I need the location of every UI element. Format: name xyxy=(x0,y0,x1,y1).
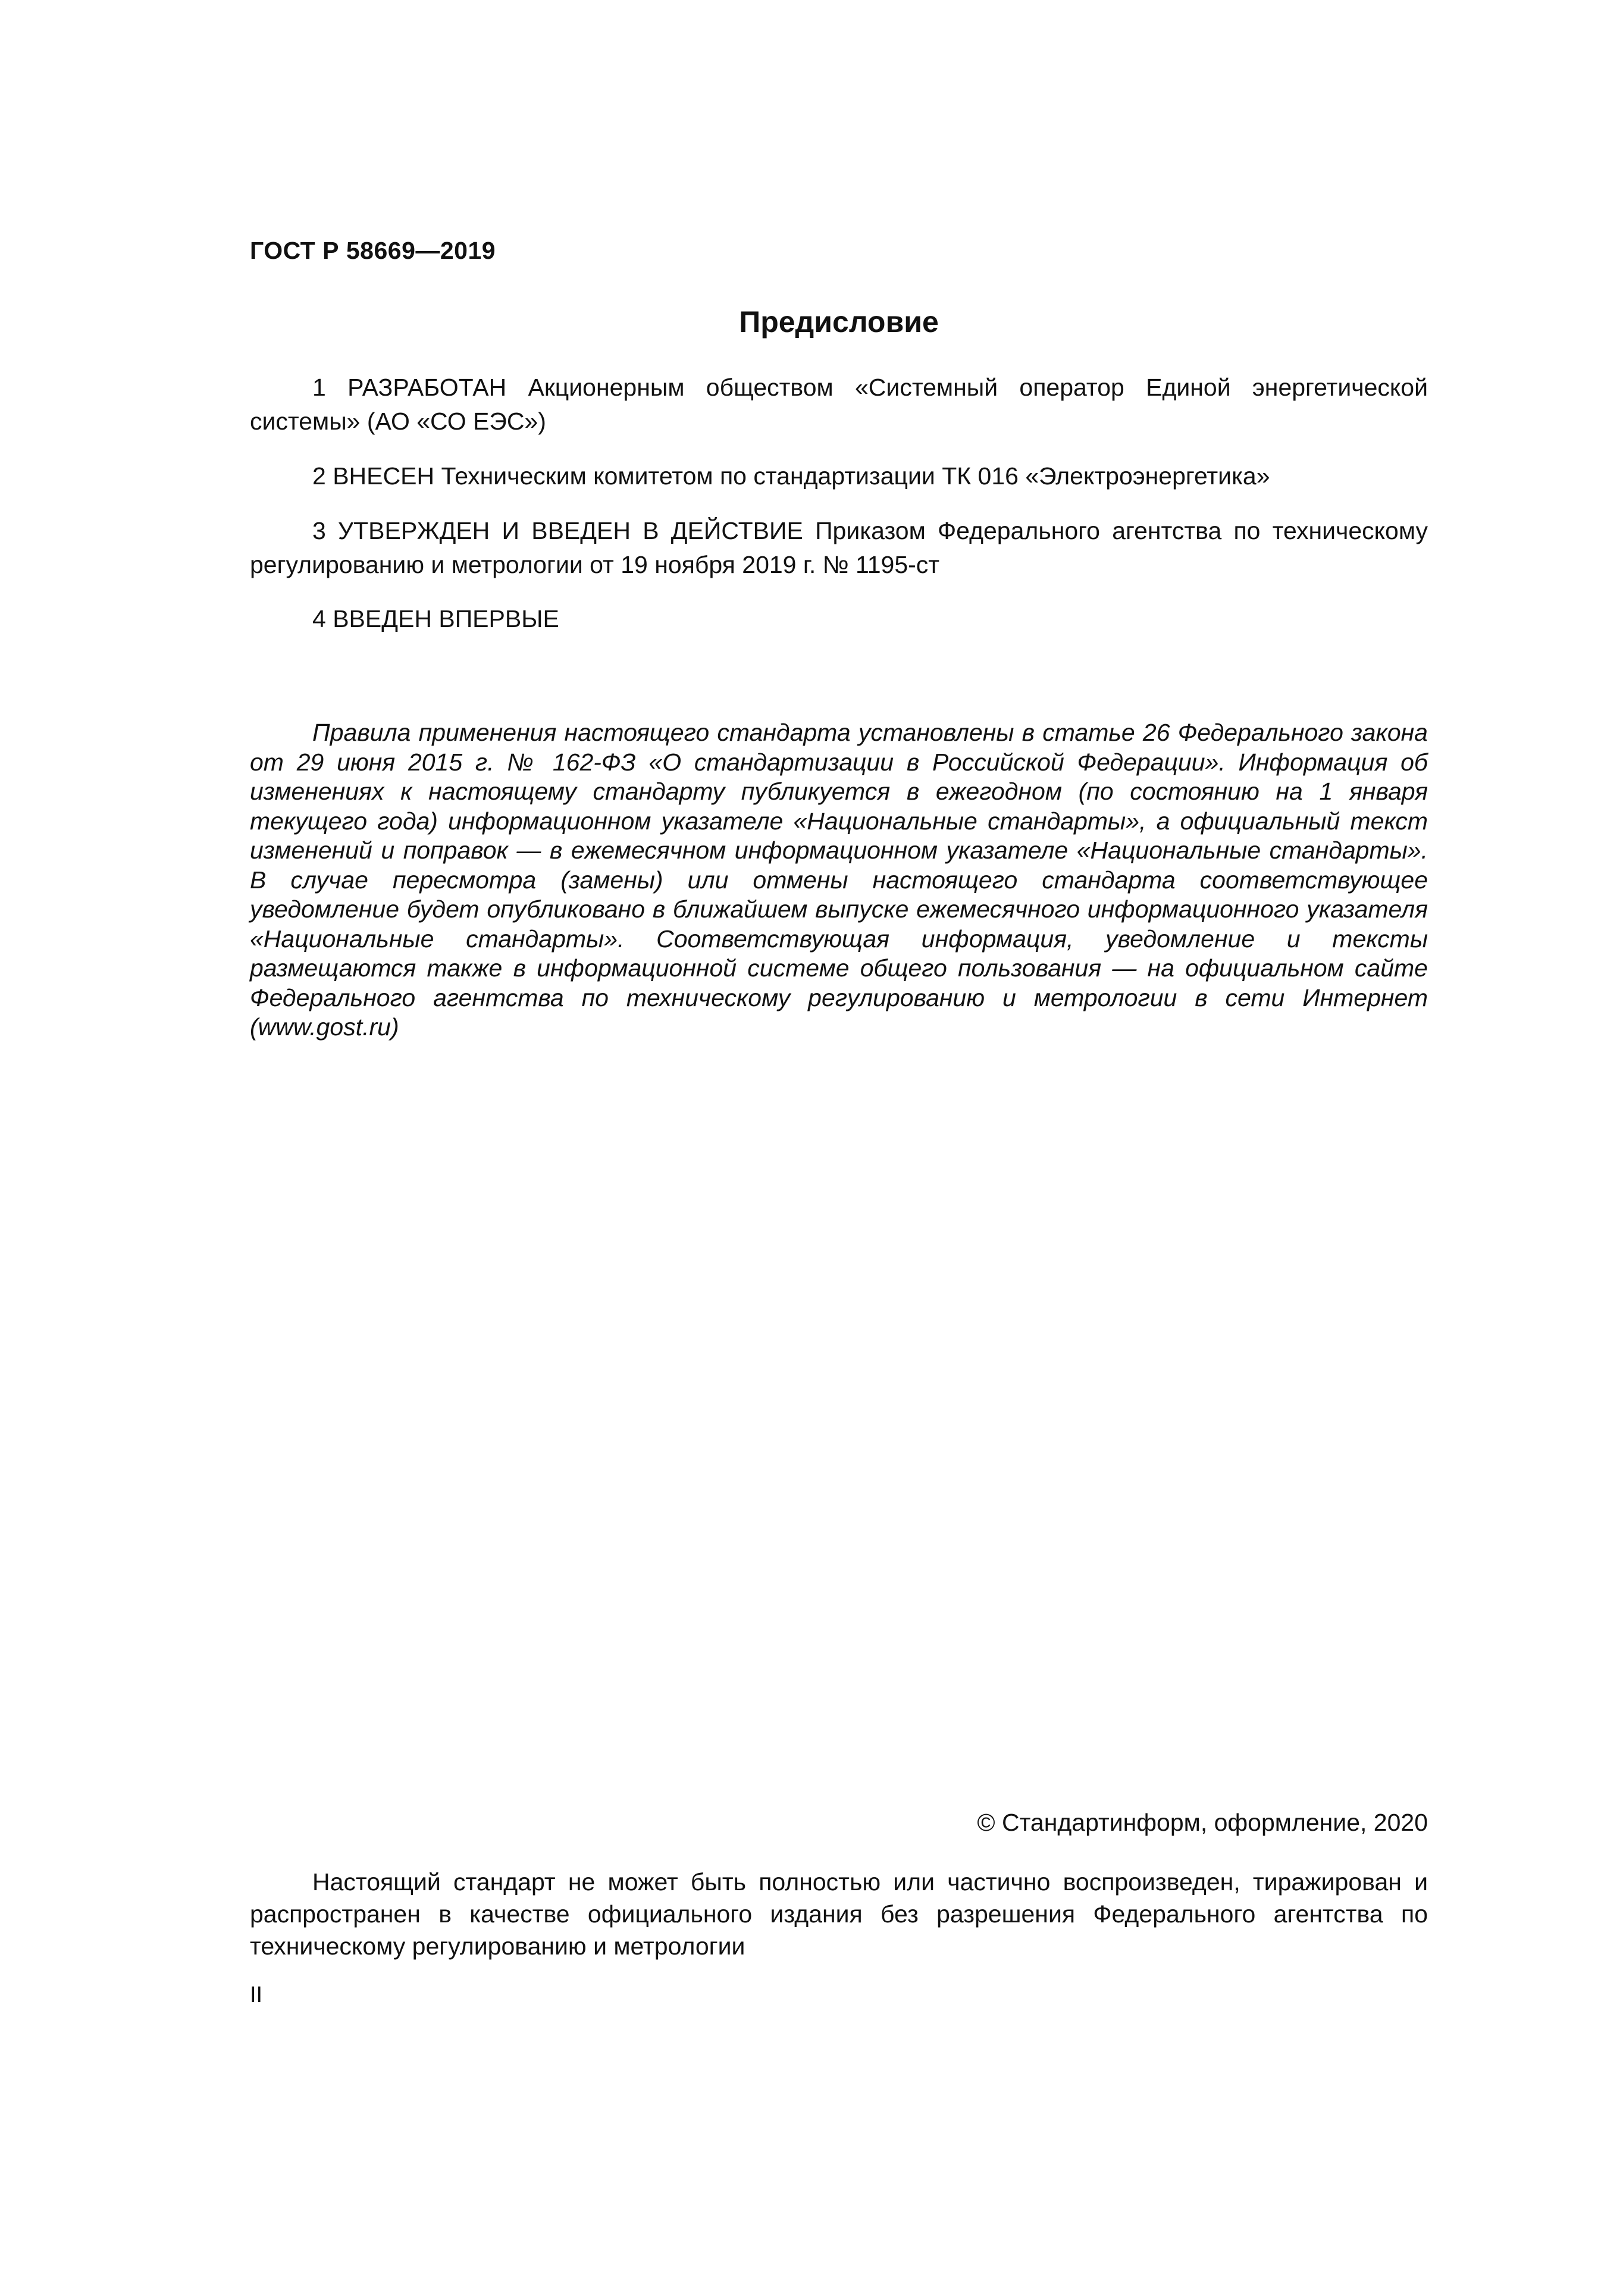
reproduction-rights-notice: Настоящий стандарт не может быть полностью или частично воспроизведен, тиражирован и распространен в качестве официального издания без разрешения Федерального агентства по техническому регулированию и метрологии xyxy=(250,1868,1428,1960)
preface-item-first-introduced: 4 ВВЕДЕН ВПЕРВЫЕ xyxy=(312,605,559,632)
page-number: II xyxy=(250,1982,263,2007)
application-rules-notice: Правила применения настоящего стандарта установлены в статье 26 Федерального закона от 29 июня 2015 г. № 162-ФЗ «О стандартизации в Российской Федерации». Информация об изменениях к настоящему стандарту публикуется в ежегодном (по состоянию на 1 января текущего года) информационном указателе «Национальные стандарты», а официальный текст изменений и поправок — в ежемесячном информационном указателе «Национальные стандарты». В случае пересмотра (замены) или отмены настоящего стандарта соответствующее уведомление будет опубликовано в ближайшем выпуске ежемесячного информационного указателя «Национальные стандарты». Соответствующая информация, уведомление и тексты размещаются также в информационной системе общего пользования — на официальном сайте Федерального агентства по техническому регулированию и метрологии в сети Интернет (www.gost.ru) xyxy=(250,719,1428,1041)
preface-item-approved: 3 УТВЕРЖДЕН И ВВЕДЕН В ДЕЙСТВИЕ Приказом Федерального агентства по техническому регулированию и метрологии от 19 ноября 2019 г. № 1195-ст xyxy=(250,517,1428,578)
preface-title: Предисловие xyxy=(739,305,939,339)
preface-item-introduced: 2 ВНЕСЕН Техническим комитетом по стандартизации ТК 016 «Электроэнергетика» xyxy=(312,462,1270,490)
standard-code: ГОСТ Р 58669—2019 xyxy=(250,237,496,264)
preface-item-developed: 1 РАЗРАБОТАН Акционерным обществом «Системный оператор Единой энергетической системы» (АО «СО ЕЭС») xyxy=(250,374,1428,435)
copyright-line: © Стандартинформ, оформление, 2020 xyxy=(977,1809,1428,1836)
